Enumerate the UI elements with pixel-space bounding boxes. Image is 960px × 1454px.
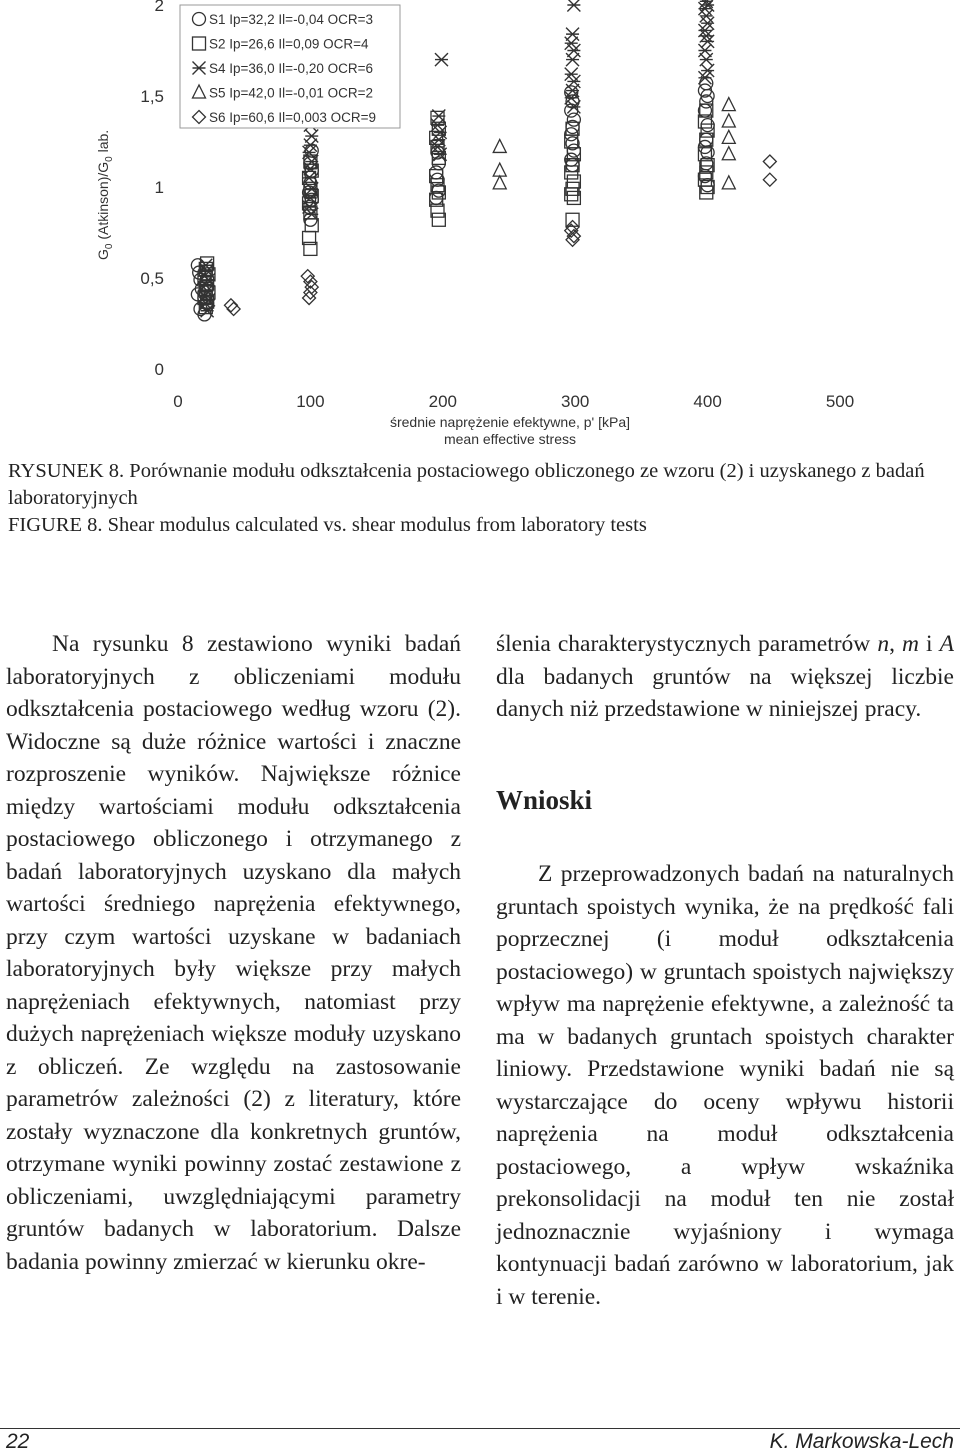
conclusions-paragraph: Z przeprowadzonych badań na naturalnych gruntach spoistych wynika, że na prędkość fali poprzecznej (i moduł odkształcenia postaciowego) w gruntach spoistych największy wpływ ma naprężenie efektywne, a zależność ta ma w badanych gruntach spoistych charakter liniowy. Przedstawione wyniki badań nie są wystarczające do oceny wpływu historii naprężenia na moduł odkształcenia postaciowego, a wpływ wskaźnika prekonsolidacji na moduł ten nie został jednoznacznie wyjaśniony i wymaga kontynuacji badań zarówno w laboratorium, jak i w terenie. xyxy=(496,861,954,1310)
paragraph-text-end: dla badanych gruntów na większej liczbie danych niż przedstawione w niniejszej pracy. xyxy=(496,663,954,722)
data-point-triangle xyxy=(722,114,735,127)
data-point-circle xyxy=(567,144,580,157)
legend-entry: S6 Ip=60,6 Il=0,003 OCR=9 xyxy=(209,110,376,125)
figure-caption xyxy=(8,458,952,539)
body-paragraph-continued xyxy=(496,628,954,726)
legend-entry: S2 Ip=26,6 Il=0,09 OCR=4 xyxy=(209,36,369,52)
x-tick-label: 0 xyxy=(173,392,183,411)
data-point-diamond xyxy=(763,155,776,168)
y-tick-label: 0 xyxy=(154,360,164,379)
left-column xyxy=(6,628,461,1278)
y-tick-label: 1,5 xyxy=(140,87,164,106)
legend-entry: S4 Ip=36,0 Il=-0,20 OCR=6 xyxy=(209,61,373,76)
conjunction: i xyxy=(919,631,940,657)
y-axis-label-mid: (Atkinson)/G xyxy=(95,161,111,244)
y-axis-label-sub2: 0 xyxy=(104,156,115,162)
caption-english: FIGURE 8. Shear modulus calculated vs. shear modulus from laboratory tests xyxy=(8,514,647,536)
data-point-triangle xyxy=(493,163,506,176)
legend-entry: S5 Ip=42,0 Il=-0,01 OCR=2 xyxy=(209,85,373,101)
y-tick-label: 1 xyxy=(154,178,164,197)
data-point-star xyxy=(305,130,318,143)
paragraph-text: ślenia charakterystycznych parametrów xyxy=(496,631,878,657)
x-tick-label: 100 xyxy=(296,392,325,411)
data-point-circle xyxy=(701,119,714,132)
y-axis-label-sub1: 0 xyxy=(104,243,115,250)
x-axis-label-en: mean effective stress xyxy=(443,431,577,447)
y-axis-label xyxy=(95,130,115,260)
param-m: m xyxy=(902,631,919,657)
y-tick-label: 0,5 xyxy=(140,269,164,288)
footer-divider xyxy=(0,1428,960,1429)
section-heading-conclusions: Wnioski xyxy=(496,784,593,815)
separator: , xyxy=(889,631,903,657)
y-axis-label-end: lab. xyxy=(95,129,111,157)
data-point-star xyxy=(201,304,214,317)
x-tick-label: 300 xyxy=(561,392,590,411)
caption-polish: RYSUNEK 8. Porównanie modułu odkształcenia postaciowego obliczonego ze wzoru (2) i uzyskanego z badań laboratoryjnych xyxy=(8,460,925,509)
y-axis-label-main: G xyxy=(95,249,111,260)
data-point-triangle xyxy=(722,130,735,143)
author-name: K. Markowska-Lech xyxy=(769,1430,954,1453)
scatter-chart xyxy=(0,0,960,452)
chart xyxy=(0,0,960,452)
data-point-triangle xyxy=(722,147,735,160)
x-axis-label-pl: średnie naprężenie efektywne, p' [kPa] xyxy=(389,414,631,430)
data-point-star xyxy=(567,0,580,12)
param-n: n xyxy=(877,631,890,657)
data-point-triangle xyxy=(722,98,735,111)
x-tick-label: 500 xyxy=(825,392,855,411)
data-point-diamond xyxy=(763,173,776,186)
data-point-star xyxy=(698,44,711,57)
legend-entry: S1 Ip=32,2 Il=-0,04 OCR=3 xyxy=(209,12,373,27)
data-point-star xyxy=(567,100,580,113)
data-point-star xyxy=(566,53,579,66)
data-point-triangle xyxy=(493,176,506,189)
data-point-circle xyxy=(565,104,578,117)
right-column xyxy=(496,628,954,1313)
data-point-star xyxy=(566,28,579,41)
x-tick-label: 200 xyxy=(428,392,457,411)
x-tick-label: 400 xyxy=(693,392,722,411)
y-tick-label: 2 xyxy=(154,0,164,15)
page-number: 22 xyxy=(6,1430,30,1453)
data-point-star xyxy=(565,91,578,104)
chart-legend xyxy=(180,5,400,128)
data-point-star xyxy=(435,53,448,66)
param-a: A xyxy=(939,631,955,657)
body-paragraph: Na rysunku 8 zestawiono wyniki badań laboratoryjnych z obliczeniami modułu odkształcenia postaciowego według wzoru (2). Widoczne są duże różnice wartości i znaczne rozproszenie wyników. Największe różnice między wartościami modułu odkształcenia postaciowego obliczonego i otrzymanego z badań laboratoryjnych uzyskano dla małych wartości średniego naprężenia efektywnego, przy czym wartości uzyskane w badaniach laboratoryjnych były większe przy małych naprężeniach efektywnych, natomiast przy dużych naprężeniach większe moduły uzyskano z obliczeń. Ze względu na zastosowanie parametrów zależności (2) z literatury, które zostały wyznaczone dla konkretnych gruntów, otrzymane wyniki powinny zostać zestawione z obliczeniami, uwzględniającymi parametry gruntów badanych w laboratorium. Dalsze badania powinny zmierzać w kierunku okre- xyxy=(6,631,461,1275)
data-point-triangle xyxy=(493,139,506,152)
data-point-triangle xyxy=(722,176,735,189)
